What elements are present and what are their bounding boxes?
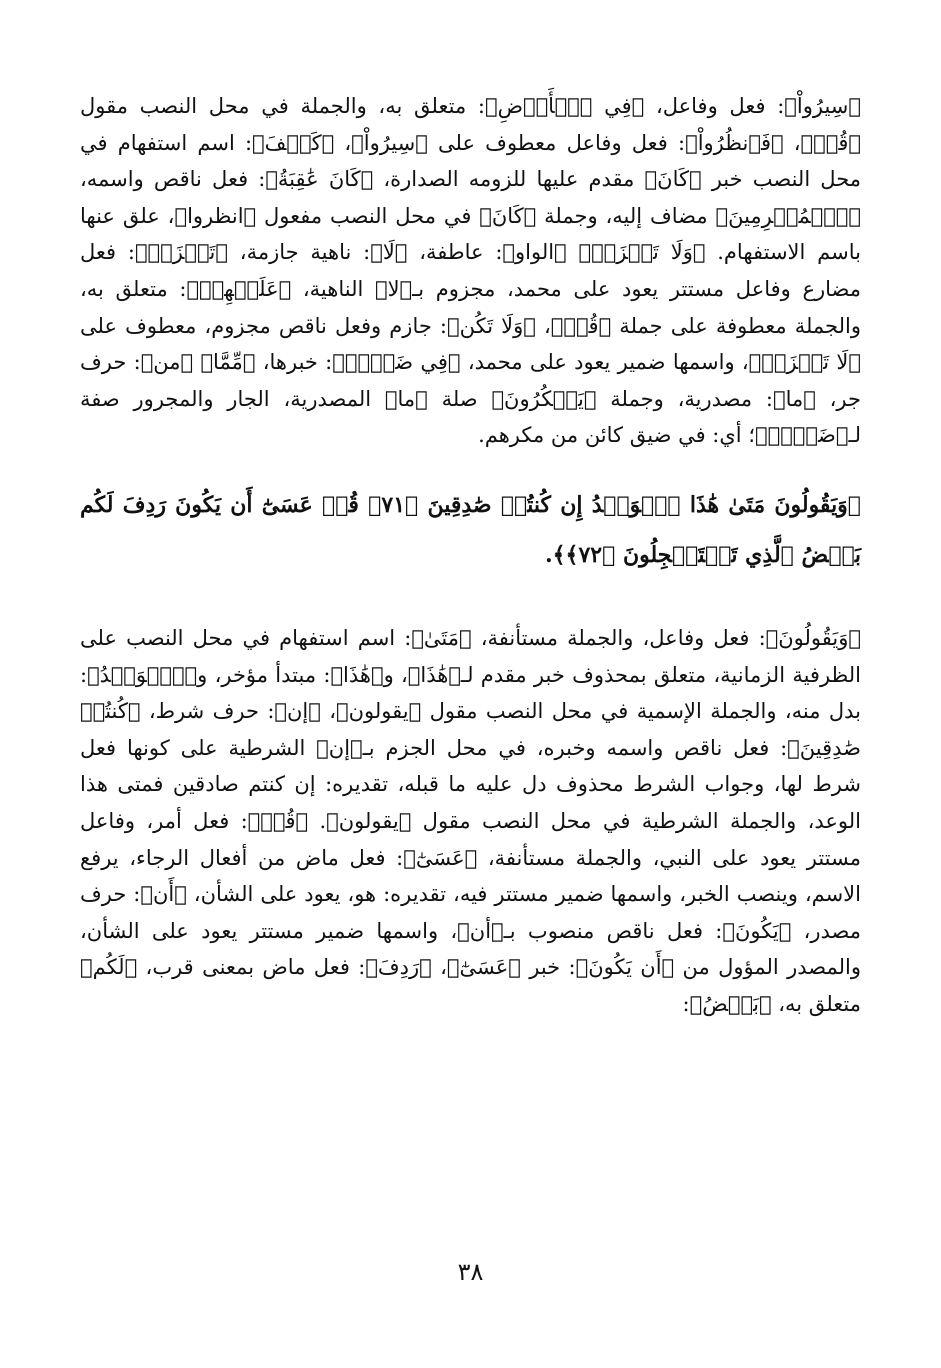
quran-verse: ﴿وَيَقُولُونَ مَتَىٰ هَٰذَا ٱلۡوَعۡدُ إِن كُنتُمۡ صَٰدِقِينَ ﴿٧١﴾ قُلۡ عَسَىٰٓ أَن يَكُونَ رَدِفَ لَكُم بَعۡضُ ٱلَّذِي تَسۡتَعۡجِلُونَ ﴿٧٢﴾﴾. [80,491,862,568]
paragraph-2: ﴿وَيَقُولُونَ﴾: فعل وفاعل، والجملة مستأنفة، ﴿مَتَىٰ﴾: اسم استفهام في محل النصب على الظرفية الزمانية، متعلق بمحذوف خبر مقدم لـ﴿هَٰذَا﴾، و﴿هَٰذَا﴾: مبتدأ مؤخر، و﴿ٱلۡوَعۡدُ﴾: بدل منه، والجملة الإسمية في محل النصب مقول ﴿يقولون﴾، ﴿إن﴾: حرف شرط، ﴿كُنتُمۡ صَٰدِقِينَ﴾: فعل ناقص واسمه وخبره، في محل الجزم بـ﴿إن﴾ الشرطية على كونها فعل شرط لها، وجواب الشرط محذوف دل عليه ما قبله، تقديره: إن كنتم صادقين فمتى هذا الوعد، والجملة الشرطية في محل النصب مقول ﴿يقولون﴾. ﴿قُلۡ﴾: فعل أمر، وفاعل مستتر يعود على النبي، والجملة مستأنفة، ﴿عَسَىٰٓ﴾: فعل ماض من أفعال الرجاء، يرفع الاسم، وينصب الخبر، واسمها ضمير مستتر فيه، تقديره: هو، يعود على الشأن، ﴿أَن﴾: حرف مصدر، ﴿يَكُونَ﴾: فعل ناقص منصوب بـ﴿أن﴾، واسمها ضمير مستتر يعود على الشأن، والمصدر المؤول من ﴿أَن يَكُونَ﴾: خبر ﴿عَسَىٰٓ﴾، ﴿رَدِفَ﴾: فعل ماض بمعنى قرب، ﴿لَكُم﴾ متعلق به، ﴿بَعۡضُ﴾: [80,625,861,1016]
page-number: ٣٨ [457,1258,484,1286]
paragraph-1: ﴿سِيرُواْ﴾: فعل وفاعل، ﴿فِي ٱلۡأَرۡضِ﴾: متعلق به، والجملة في محل النصب مقول ﴿قُلۡ﴾، ﴿فَٱنظُرُواْ﴾: فعل وفاعل معطوف على ﴿سِيرُواْ﴾، ﴿كَيۡفَ﴾: اسم استفهام في محل النصب خبر ﴿كَانَ﴾ مقدم عليها للزومه الصدارة، ﴿كَانَ عَٰقِبَةُ﴾: فعل ناقص واسمه، ﴿ٱلۡمُجۡرِمِينَ﴾ مضاف إليه، وجملة ﴿كَانَ﴾ في محل النصب مفعول ﴿انظروا﴾، علق عنها باسم الاستفهام. ﴿وَلَا تَحۡزَنۡ﴾ ﴿الواو﴾: عاطفة، ﴿لَا﴾: ناهية جازمة، ﴿تَحۡزَنۡ﴾: فعل مضارع وفاعل مستتر يعود على محمد، مجزوم بـ﴿لا﴾ الناهية، ﴿عَلَيۡهِمۡ﴾: متعلق به، والجملة معطوفة على جملة ﴿قُلۡ﴾، ﴿وَلَا تَكُن﴾: جازم وفعل ناقص مجزوم، معطوف على ﴿لَا تَحۡزَنۡ﴾، واسمها ضمير يعود على محمد، ﴿فِي ضَيۡقٖ﴾: خبرها، ﴿مِّمَّا﴾ ﴿من﴾: حرف جر، ﴿ما﴾: مصدرية، وجملة ﴿يَمۡكُرُونَ﴾ صلة ﴿ما﴾ المصدرية، الجار والمجرور صفة لـ﴿ضَيۡقٖ﴾؛ أي: في ضيق كائن من مكرهم. [80,94,861,448]
document-page [80,88,861,1368]
